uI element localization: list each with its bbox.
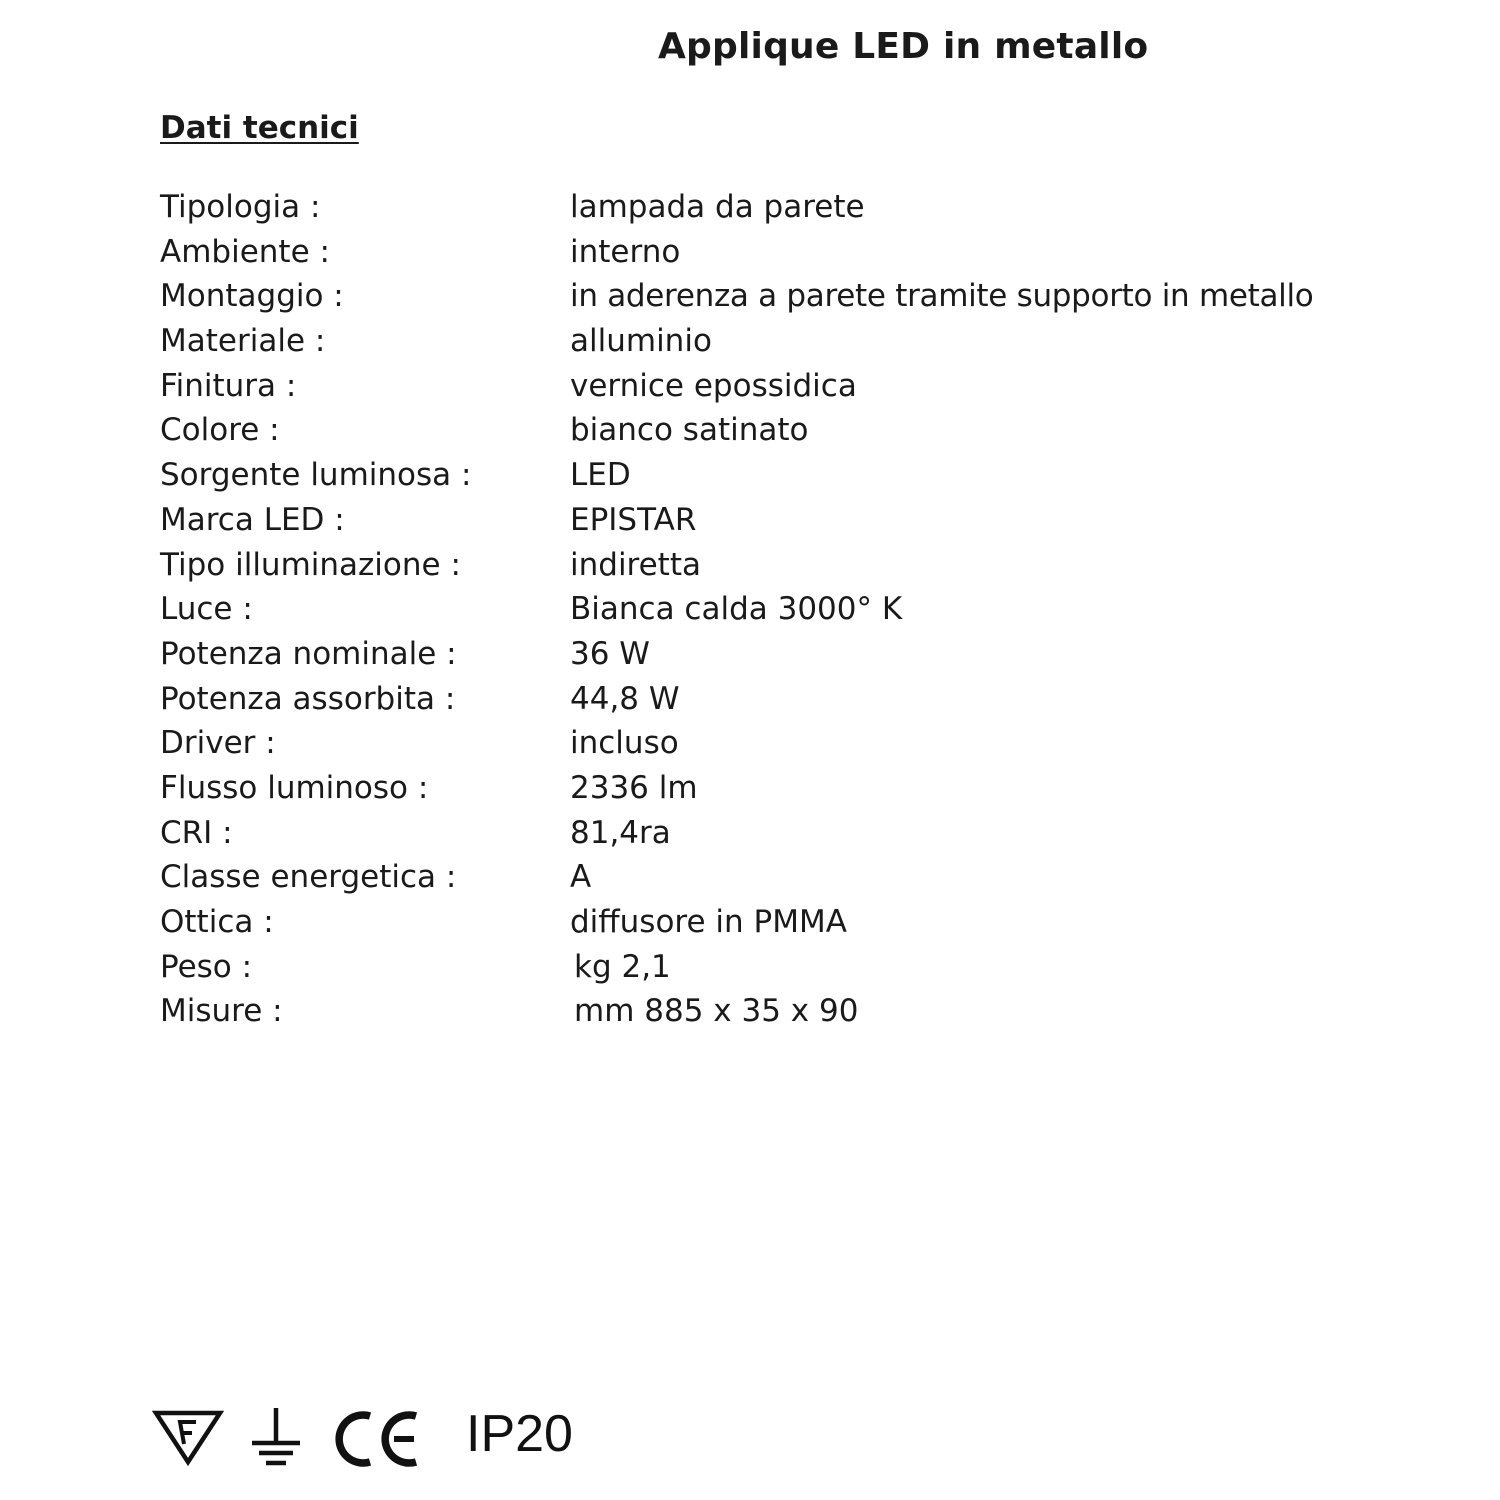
spec-value: 81,4ra: [570, 814, 671, 851]
spec-row: [160, 811, 1480, 856]
spec-value: alluminio: [570, 323, 712, 360]
ground-icon: [248, 1406, 304, 1468]
spec-value: lampada da parete: [570, 189, 865, 225]
spec-value: mm 885 x 35 x 90: [574, 993, 859, 1030]
spec-label: Sorgente luminosa :: [160, 457, 472, 494]
spec-value: kg 2,1: [574, 948, 671, 985]
ip-rating: IP20: [466, 1405, 573, 1463]
ce-mark-icon: [332, 1408, 424, 1470]
spec-value: incluso: [570, 725, 679, 762]
spec-row: [160, 945, 1480, 990]
spec-label: Flusso luminoso :: [160, 769, 429, 806]
spec-row: [160, 632, 1480, 677]
spec-label: Colore :: [160, 412, 280, 449]
spec-row: [160, 364, 1480, 409]
spec-label: Misure :: [160, 993, 283, 1030]
certification-marks: [152, 1400, 652, 1475]
spec-row: [160, 274, 1480, 319]
spec-label: Potenza nominale :: [160, 635, 457, 672]
spec-value: bianco satinato: [570, 412, 809, 449]
spec-label: Tipo illuminazione :: [160, 546, 461, 583]
spec-value: LED: [570, 457, 631, 494]
spec-row: [160, 408, 1480, 453]
spec-value: A: [570, 859, 592, 896]
spec-row: [160, 230, 1480, 275]
document-title: Applique LED in metallo: [658, 26, 1149, 67]
spec-row: [160, 989, 1480, 1034]
spec-label: Ambiente :: [160, 233, 330, 270]
spec-label: Potenza assorbita :: [160, 680, 456, 717]
spec-value: vernice epossidica: [570, 367, 857, 404]
spec-value: in aderenza a parete tramite supporto in metallo: [570, 278, 1314, 315]
spec-value: 36 W: [570, 635, 650, 672]
spec-row: [160, 900, 1480, 945]
spec-label: Luce :: [160, 591, 253, 628]
spec-label: CRI :: [160, 814, 233, 851]
f-mark-icon: [152, 1408, 224, 1468]
spec-row: [160, 677, 1480, 722]
spec-label: Tipologia :: [160, 189, 321, 225]
spec-row: [160, 319, 1480, 364]
spec-label: Driver :: [160, 725, 276, 762]
section-heading: Dati tecnici: [160, 110, 359, 146]
spec-row: [160, 587, 1480, 632]
spec-value: indiretta: [570, 546, 701, 583]
spec-table: [160, 185, 1480, 1034]
spec-value: EPISTAR: [570, 501, 697, 538]
spec-row: [160, 721, 1480, 766]
spec-label: Ottica :: [160, 904, 274, 940]
spec-label: Peso :: [160, 948, 253, 985]
spec-row: [160, 766, 1480, 811]
spec-row: [160, 185, 1480, 230]
spec-row: [160, 855, 1480, 900]
spec-value: interno: [570, 233, 681, 270]
spec-label: Materiale :: [160, 323, 326, 360]
spec-value: 44,8 W: [570, 680, 680, 717]
spec-value: Bianca calda 3000° K: [570, 591, 903, 628]
spec-label: Marca LED :: [160, 501, 345, 538]
spec-label: Montaggio :: [160, 278, 344, 315]
spec-value: 2336 lm: [570, 769, 698, 806]
spec-value: diffusore in PMMA: [570, 904, 847, 940]
spec-label: Finitura :: [160, 367, 297, 404]
spec-row: [160, 498, 1480, 543]
spec-row: [160, 543, 1480, 588]
spec-label: Classe energetica :: [160, 859, 457, 896]
spec-row: [160, 453, 1480, 498]
